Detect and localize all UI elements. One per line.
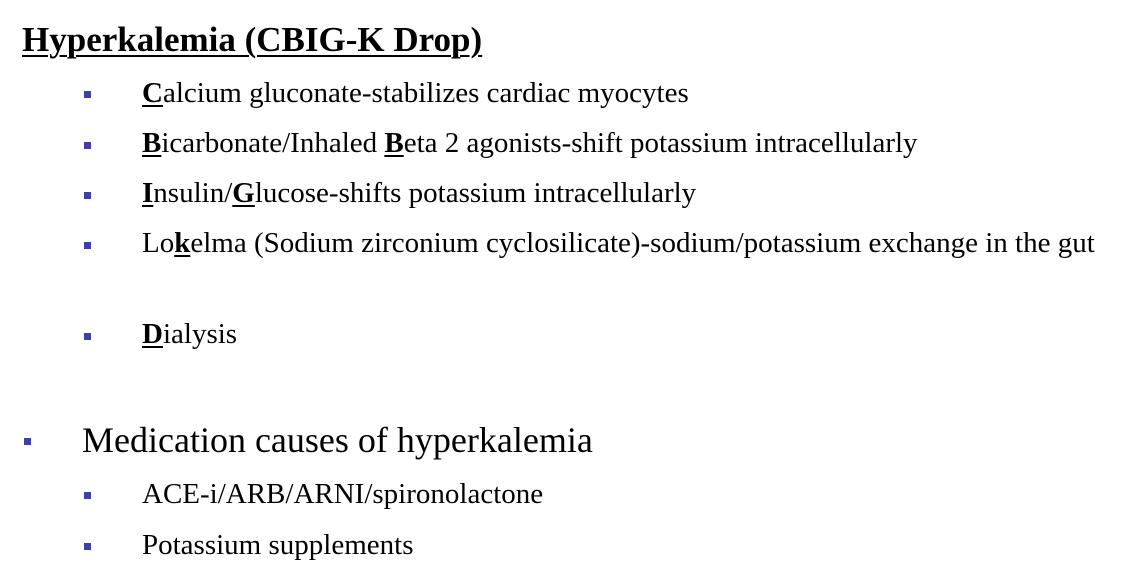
mnemonic-letter: B: [384, 127, 404, 159]
medication-item: Potassium supplements: [142, 529, 414, 561]
mnemonic-letter: k: [174, 227, 191, 259]
treatment-text: ialysis: [162, 318, 238, 350]
bullet-square-icon: [24, 438, 31, 445]
bullet-square-icon: [84, 242, 91, 249]
mnemonic-letter: I: [142, 177, 154, 209]
medication-heading: Medication causes of hyperkalemia: [82, 420, 593, 460]
treatment-item-insulin: [142, 172, 1127, 214]
bullet-square-icon: [84, 543, 91, 550]
treatment-item-bicarbonate: [142, 122, 1127, 164]
mnemonic-letter: D: [142, 318, 163, 350]
bullet-square-icon: [84, 333, 91, 340]
treatment-item-calcium: [142, 72, 1127, 114]
treatment-text: eta 2 agonists-shift potassium intracellularly: [403, 127, 918, 159]
treatment-text: Lo: [142, 227, 175, 259]
medication-item: ACE-i/ARB/ARNI/spironolactone: [142, 478, 544, 510]
mnemonic-letter: B: [142, 127, 162, 159]
bullet-square-icon: [84, 192, 91, 199]
treatment-text: icarbonate/Inhaled: [161, 127, 385, 159]
treatment-item-lokelma: [142, 222, 1127, 264]
bullet-square-icon: [84, 91, 91, 98]
treatment-text: lucose-shifts potassium intracellularly: [254, 177, 697, 209]
treatment-text: elma (Sodium zirconium cyclosilicate)-sodium/potassium exchange in the gut: [190, 227, 1095, 259]
bullet-square-icon: [84, 142, 91, 149]
bullet-square-icon: [84, 492, 91, 499]
mnemonic-letter: C: [142, 77, 163, 109]
treatment-text: alcium gluconate-stabilizes cardiac myocytes: [162, 77, 689, 109]
mnemonic-letter: G: [232, 177, 255, 209]
treatment-item-dialysis: [142, 313, 1127, 355]
treatment-text: nsulin/: [153, 177, 233, 209]
slide-title: Hyperkalemia (CBIG-K Drop): [22, 20, 483, 59]
